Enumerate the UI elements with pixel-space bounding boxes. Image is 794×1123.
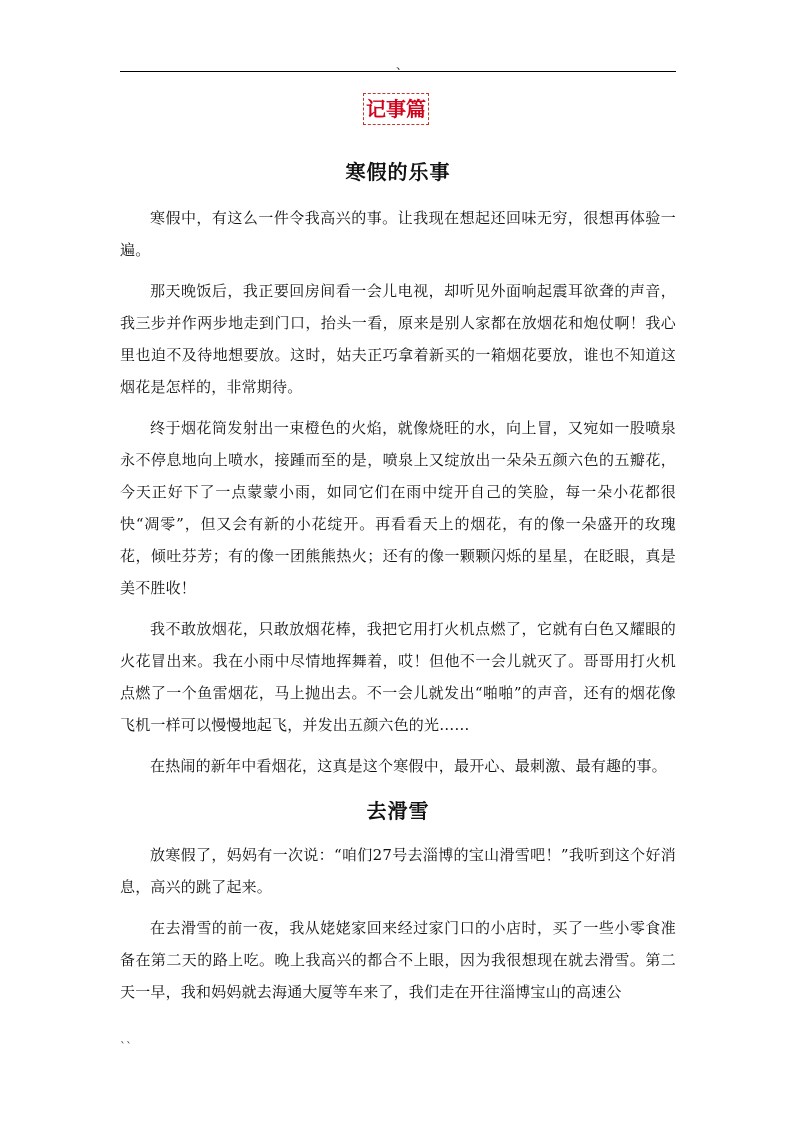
paragraph: 放寒假了，妈妈有一次说：“咱们27号去淄博的宝山滑雪吧！”我听到这个好消息，高兴的跳了起来。 bbox=[120, 846, 676, 896]
article-go-skiing bbox=[120, 791, 676, 1008]
paragraph: 寒假中，有这么一件令我高兴的事。让我现在想起还回味无穷，很想再体验一遍。 bbox=[120, 209, 676, 259]
header-mark: 、 bbox=[396, 58, 409, 72]
section-tag: 记事篇 bbox=[363, 93, 429, 125]
document-body bbox=[120, 152, 676, 1017]
article-title: 去滑雪 bbox=[366, 799, 430, 823]
paragraph: 在热闹的新年中看烟花，这真是这个寒假中，最开心、最刺激、最有趣的事。 bbox=[150, 757, 667, 775]
paragraph: 那天晚饭后，我正要回房间看一会儿电视，却听见外面响起震耳欲聋的声音，我三步并作两步地走到门口，抬头一看，原来是别人家都在放烟花和炮仗啊！我心里也迫不及待地想要放。这时，姑夫正巧拿着新买的一箱烟花要放，谁也不知道这烟花是怎样的，非常期待。 bbox=[120, 282, 676, 396]
paragraph: 我不敢放烟花，只敢放烟花棒，我把它用打火机点燃了，它就有白色又耀眼的火花冒出来。我在小雨中尽情地挥舞着，哎！但他不一会儿就灭了。哥哥用打火机点燃了一个鱼雷烟花，马上抛出去。不一会儿就发出“啪啪”的声音，还有的烟花像飞机一样可以慢慢地起飞，并发出五颜六色的光…… bbox=[120, 620, 676, 734]
article-title: 寒假的乐事 bbox=[345, 160, 451, 184]
paragraph: 在去滑雪的前一夜，我从姥姥家回来经过家门口的小店时，买了一些小零食准备在第二天的路上吃。晚上我高兴的都合不上眼，因为我很想现在就去滑雪。第二天一早，我和妈妈就去海通大厦等车来了，我们走在开往淄博宝山的高速公 bbox=[120, 919, 676, 1001]
paragraph: 终于烟花筒发射出一束橙色的火焰，就像烧旺的水，向上冒，又宛如一股喷泉永不停息地向上喷水，接踵而至的是，喷泉上又绽放出一朵朵五颜六色的五瓣花，今天正好下了一点蒙蒙小雨，如同它们在雨中绽开自己的笑脸，每一朵小花都很快“凋零”，但又会有新的小花绽开。再看看天上的烟花，有的像一朵盛开的玫瑰花，倾吐芬芳；有的像一团熊熊热火；还有的像一颗颗闪烁的星星，在眨眼，真是美不胜收！ bbox=[120, 419, 676, 597]
article-winter-vacation-fun bbox=[120, 152, 676, 782]
footer-mark: `` bbox=[120, 1040, 132, 1054]
header-divider bbox=[120, 71, 676, 72]
